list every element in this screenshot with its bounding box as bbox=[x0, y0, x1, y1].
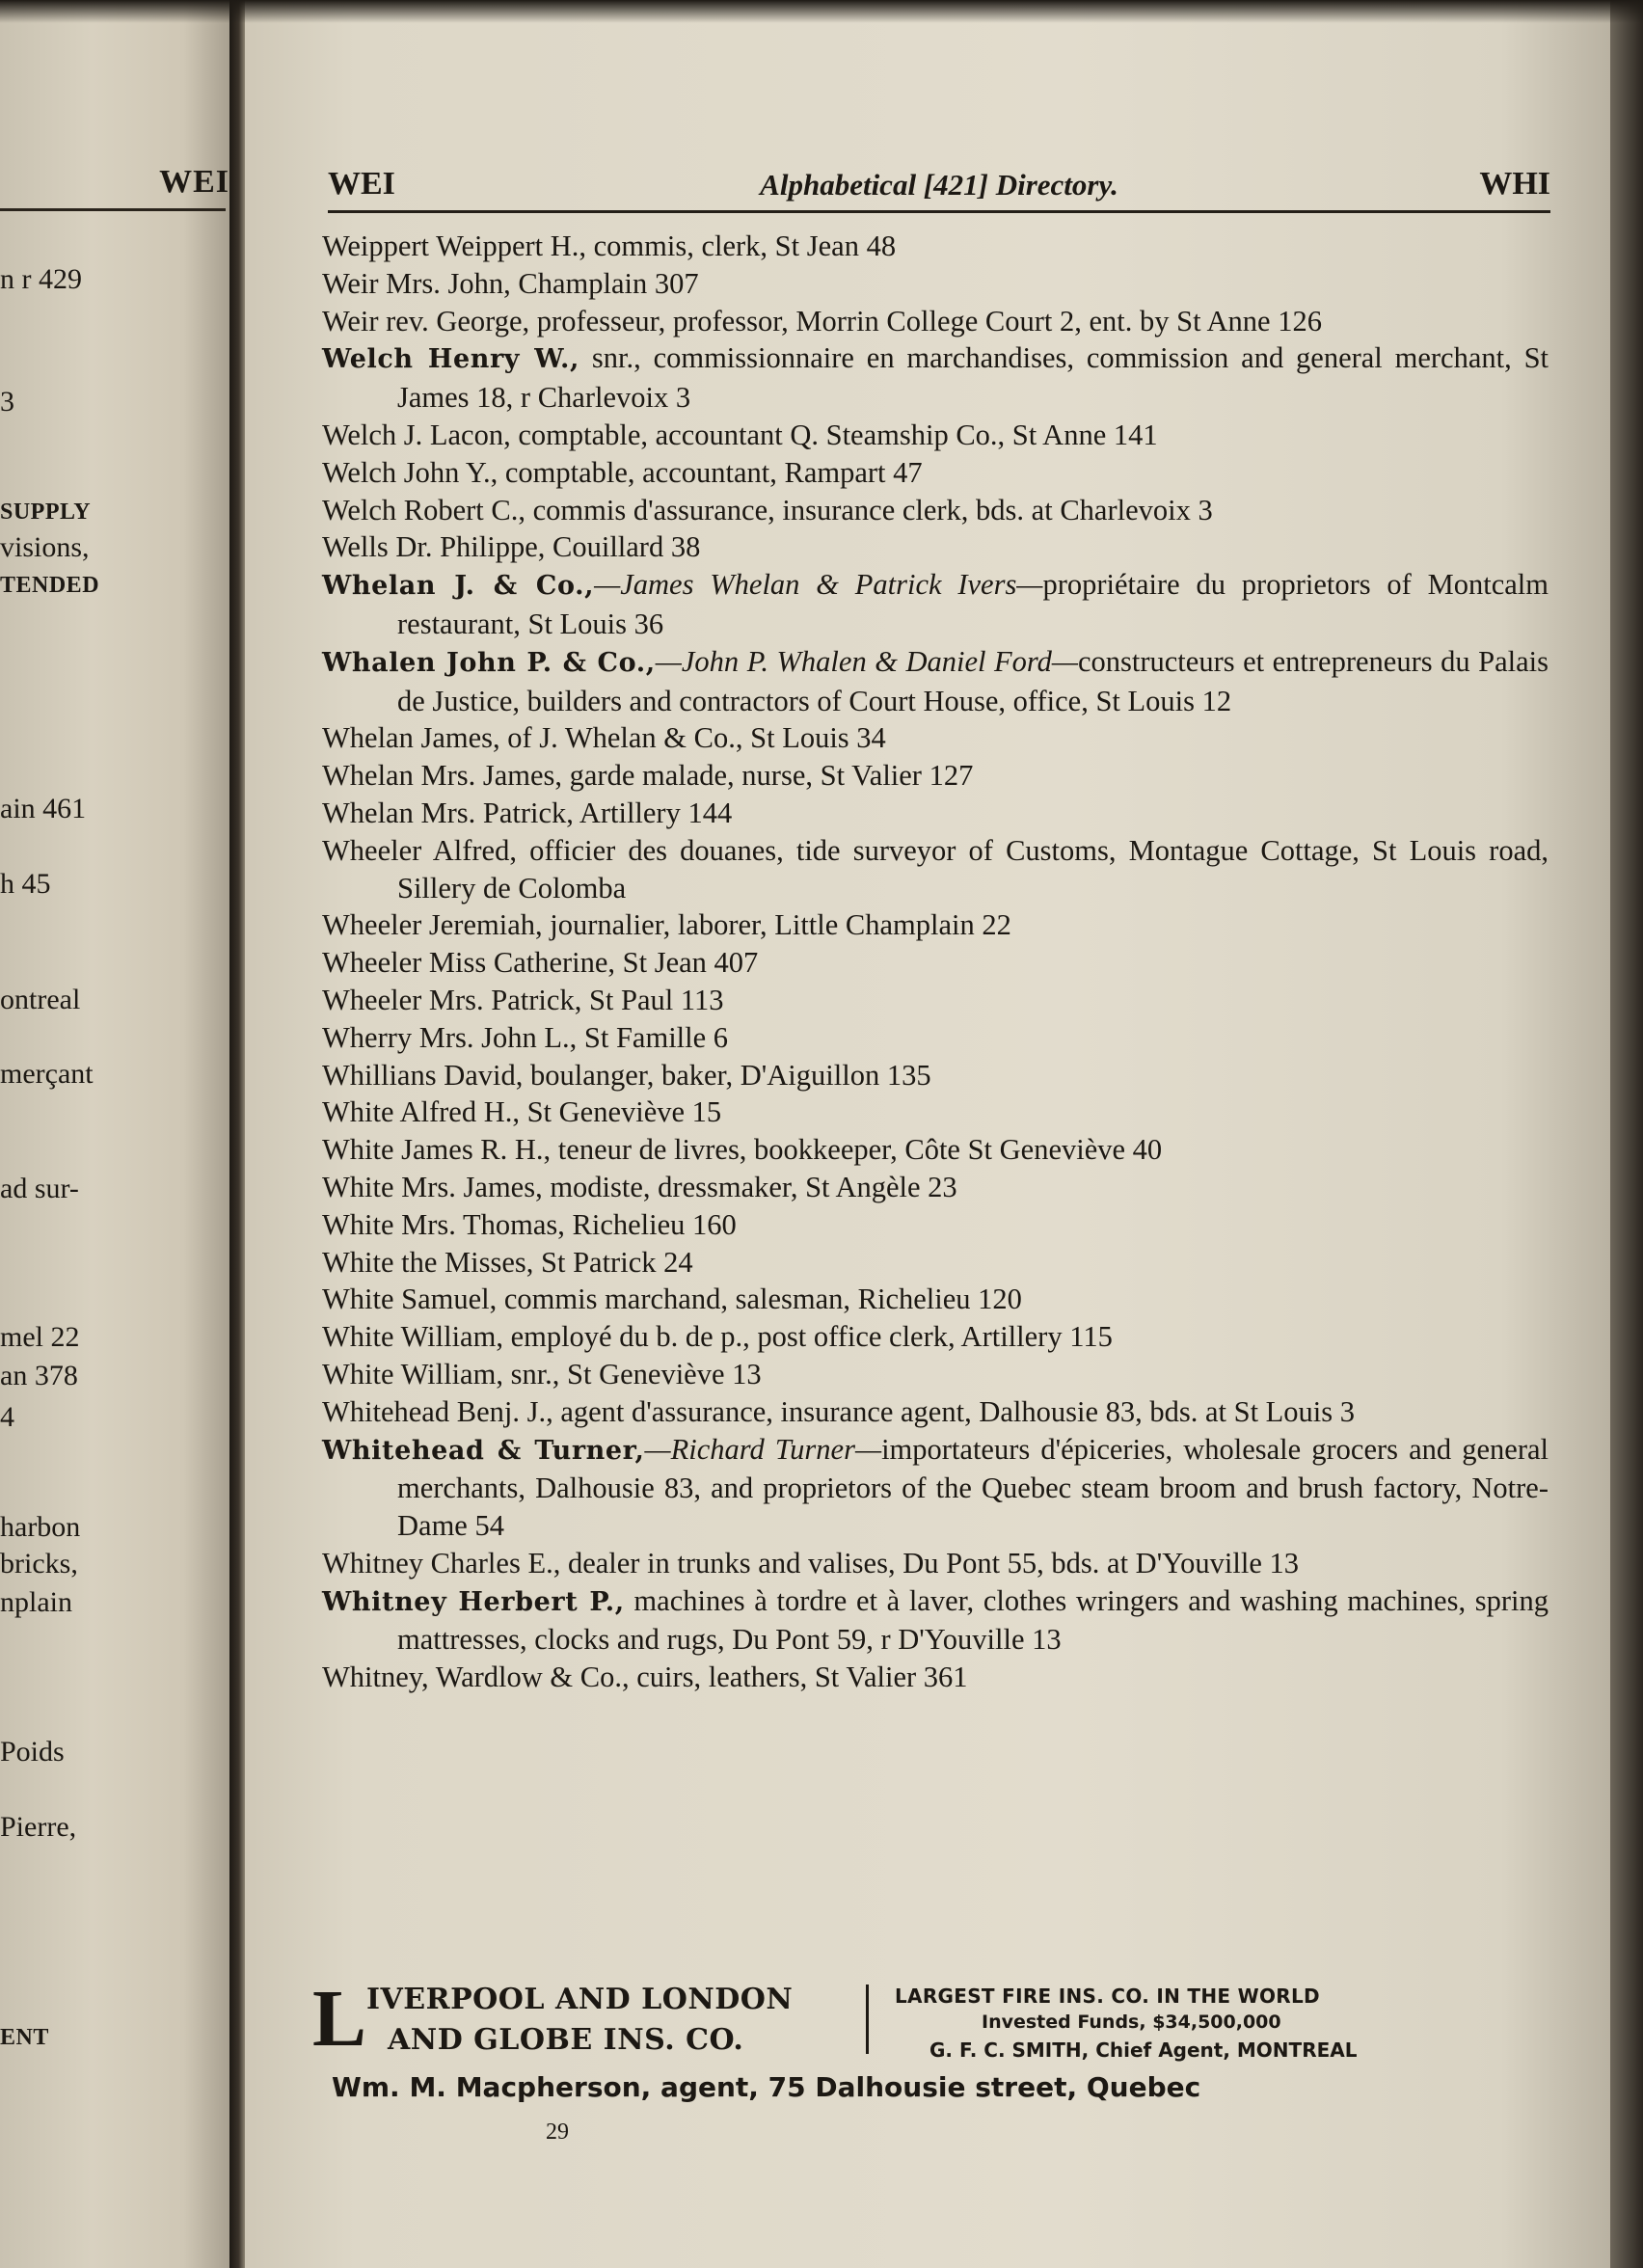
directory-entry bbox=[322, 492, 1549, 529]
directory-entry bbox=[322, 982, 1549, 1019]
entry-text: White Samuel, commis marchand, salesman, Richelieu 120 bbox=[322, 1282, 1022, 1316]
entry-text: Wells Dr. Philippe, Couillard 38 bbox=[322, 530, 701, 564]
facing-page-fragment: SUPPLY bbox=[0, 500, 92, 525]
directory-entry bbox=[322, 339, 1549, 417]
facing-page-fragment: 4 bbox=[0, 1401, 14, 1433]
facing-page-fragment: mel 22 bbox=[0, 1321, 80, 1353]
facing-page-fragment: TENDED bbox=[0, 573, 100, 598]
facing-page-fragment: ain 461 bbox=[0, 793, 87, 824]
ad-divider bbox=[866, 1984, 869, 2054]
facing-page-fragment: ontreal bbox=[0, 984, 81, 1015]
facing-page-fragment: visions, bbox=[0, 531, 90, 563]
directory-entry bbox=[322, 1318, 1549, 1356]
facing-page-fragment: n r 429 bbox=[0, 263, 82, 295]
ad-initial: L bbox=[312, 1974, 367, 2064]
directory-entry bbox=[322, 454, 1549, 492]
facing-page-fragment: Poids bbox=[0, 1736, 65, 1768]
directory-entry bbox=[322, 1281, 1549, 1318]
entry-text: propriétaire du proprietors of Montcalm restaurant, St Louis 36 bbox=[397, 568, 1549, 640]
directory-entry bbox=[322, 265, 1549, 303]
insurance-advertisement bbox=[312, 1974, 1469, 2075]
directory-entry bbox=[322, 1169, 1549, 1206]
top-shadow bbox=[0, 0, 1643, 23]
directory-entry bbox=[322, 1094, 1549, 1131]
running-head bbox=[328, 166, 1550, 204]
entry-text: Whelan Mrs. Patrick, Artillery 144 bbox=[322, 796, 733, 829]
entry-partners: —James Whelan & Patrick Ivers— bbox=[594, 568, 1043, 602]
directory-entry bbox=[322, 1545, 1549, 1582]
entry-text: importateurs d'épiceries, wholesale grocers and general merchants, Dalhousie 83, and proprietors of the Quebec steam broom and brush factory, Notre-Dame 54 bbox=[397, 1432, 1549, 1543]
entry-text: Welch John Y., comptable, accountant, Rampart 47 bbox=[322, 455, 923, 489]
entry-text: Weir Mrs. John, Champlain 307 bbox=[322, 266, 699, 300]
entry-firm-name: Whelan J. & Co., bbox=[322, 571, 595, 602]
entry-firm-name: Whalen John P. & Co., bbox=[322, 647, 656, 678]
facing-page-fragment: an 378 bbox=[0, 1360, 78, 1391]
entry-text: Wheeler Jeremiah, journalier, laborer, Little Champlain 22 bbox=[322, 908, 1011, 942]
ad-chief-agent: G. F. C. SMITH, Chief Agent, MONTREAL bbox=[929, 2038, 1358, 2062]
entry-text: Weir rev. George, professeur, professor, Morrin College Court 2, ent. by St Anne 126 bbox=[322, 304, 1322, 338]
entry-text: constructeurs et entrepreneurs du Palais de Justice, builders and contractors of Court House, office, St Louis 12 bbox=[397, 644, 1549, 717]
entry-text: Wheeler Mrs. Patrick, St Paul 113 bbox=[322, 983, 724, 1016]
entry-firm-name: Whitehead & Turner, bbox=[322, 1435, 645, 1466]
entry-firm-name: Welch Henry W., bbox=[322, 344, 580, 375]
directory-entry bbox=[322, 566, 1549, 643]
entry-text: machines à tordre et à laver, clothes wringers and washing machines, spring mattresses, clocks and rugs, Du Pont 59, r D'Youville 13 bbox=[397, 1583, 1549, 1657]
facing-page-fragment: ad sur- bbox=[0, 1173, 79, 1204]
entry-text: Whitney Charles E., dealer in trunks and valises, Du Pont 55, bds. at D'Youville 13 bbox=[322, 1546, 1300, 1580]
directory-entries bbox=[322, 228, 1549, 1696]
entry-text: White Mrs. James, modiste, dressmaker, St Angèle 23 bbox=[322, 1170, 957, 1203]
entry-text: Wherry Mrs. John L., St Famille 6 bbox=[322, 1020, 729, 1054]
facing-page-running-head: WEI bbox=[159, 164, 229, 200]
entry-text: Welch Robert C., commis d'assurance, insurance clerk, bds. at Charlevoix 3 bbox=[322, 493, 1213, 526]
directory-entry bbox=[322, 795, 1549, 832]
directory-entry bbox=[322, 1393, 1549, 1431]
page-folio: 29 bbox=[546, 2120, 569, 2145]
facing-page-fragment: bricks, bbox=[0, 1548, 78, 1580]
entry-text: White James R. H., teneur de livres, bookkeeper, Côte St Geneviève 40 bbox=[322, 1133, 1163, 1167]
running-head-title: Alphabetical [421] Directory. bbox=[760, 168, 1118, 202]
entry-partners: —John P. Whalen & Daniel Ford— bbox=[655, 644, 1078, 678]
facing-page-fragment: Pierre, bbox=[0, 1811, 77, 1843]
entry-text: White Alfred H., St Geneviève 15 bbox=[322, 1095, 722, 1129]
running-head-right: WHI bbox=[1479, 166, 1550, 202]
directory-entry bbox=[322, 1131, 1549, 1169]
directory-entry bbox=[322, 1356, 1549, 1393]
facing-page-fragment: ENT bbox=[0, 2025, 49, 2050]
entry-text: snr., commissionnaire en marchandises, commission and general merchant, St James 18, r Charlevoix 3 bbox=[397, 341, 1549, 415]
facing-page-rule bbox=[0, 208, 226, 211]
directory-entry bbox=[322, 719, 1549, 757]
directory-entry bbox=[322, 1206, 1549, 1244]
ad-local-agent: Wm. M. Macpherson, agent, 75 Dalhousie street, Quebec bbox=[332, 2071, 1201, 2103]
entry-partners: —Richard Turner— bbox=[644, 1432, 882, 1466]
directory-entry bbox=[322, 1057, 1549, 1094]
entry-text: Wheeler Miss Catherine, St Jean 407 bbox=[322, 946, 759, 980]
facing-page-fragment: 3 bbox=[0, 386, 14, 418]
entry-text: White the Misses, St Patrick 24 bbox=[322, 1245, 693, 1279]
directory-entry bbox=[322, 944, 1549, 982]
head-rule bbox=[328, 210, 1550, 213]
entry-text: Whillians David, boulanger, baker, D'Aiguillon 135 bbox=[322, 1058, 931, 1092]
entry-text: White William, snr., St Geneviève 13 bbox=[322, 1357, 762, 1390]
book-gutter bbox=[229, 0, 245, 2268]
entry-text: Weippert Weippert H., commis, clerk, St Jean 48 bbox=[322, 230, 897, 262]
entry-text: Welch J. Lacon, comptable, accountant Q. Steamship Co., St Anne 141 bbox=[322, 418, 1158, 451]
directory-page bbox=[245, 0, 1610, 2268]
directory-entry bbox=[322, 757, 1549, 795]
facing-page-fragment: nplain bbox=[0, 1586, 72, 1618]
entry-text: White Mrs. Thomas, Richelieu 160 bbox=[322, 1207, 737, 1241]
entry-firm-name: Whitney Herbert P., bbox=[322, 1586, 625, 1617]
entry-text: Whitney, Wardlow & Co., cuirs, leathers, St Valier 361 bbox=[322, 1660, 968, 1694]
directory-entry bbox=[322, 417, 1549, 454]
ad-company-name-line2: AND GLOBE INS. CO. bbox=[388, 2023, 744, 2057]
facing-page bbox=[0, 0, 229, 2268]
directory-entry bbox=[322, 1659, 1549, 1696]
facing-page-fragment: merçant bbox=[0, 1058, 94, 1090]
ad-funds: Invested Funds, $34,500,000 bbox=[982, 2012, 1281, 2033]
directory-entry bbox=[322, 1582, 1549, 1660]
directory-entry bbox=[322, 1244, 1549, 1282]
ad-slogan: LARGEST FIRE INS. CO. IN THE WORLD bbox=[895, 1984, 1320, 2008]
entry-text: Whitehead Benj. J., agent d'assurance, insurance agent, Dalhousie 83, bds. at St Louis 3 bbox=[322, 1394, 1356, 1428]
directory-entry bbox=[322, 643, 1549, 720]
directory-entry bbox=[322, 228, 1549, 265]
entry-text: Whelan James, of J. Whelan & Co., St Louis 34 bbox=[322, 721, 886, 755]
facing-page-fragment: h 45 bbox=[0, 868, 51, 900]
directory-entry bbox=[322, 832, 1549, 907]
running-head-left: WEI bbox=[328, 166, 395, 202]
entry-text: White William, employé du b. de p., post office clerk, Artillery 115 bbox=[322, 1320, 1113, 1354]
entry-text: Whelan Mrs. James, garde malade, nurse, St Valier 127 bbox=[322, 759, 974, 793]
ad-company-name-line1: IVERPOOL AND LONDON bbox=[366, 1983, 794, 2016]
directory-entry bbox=[322, 1431, 1549, 1545]
directory-entry bbox=[322, 906, 1549, 944]
directory-entry bbox=[322, 303, 1549, 340]
directory-entry bbox=[322, 1019, 1549, 1057]
facing-page-fragment: harbon bbox=[0, 1511, 81, 1543]
page-edge bbox=[1610, 0, 1643, 2268]
entry-text: Wheeler Alfred, officier des douanes, tide surveyor of Customs, Montague Cottage, St Louis road, Sillery de Colomba bbox=[322, 833, 1549, 904]
directory-entry bbox=[322, 528, 1549, 566]
